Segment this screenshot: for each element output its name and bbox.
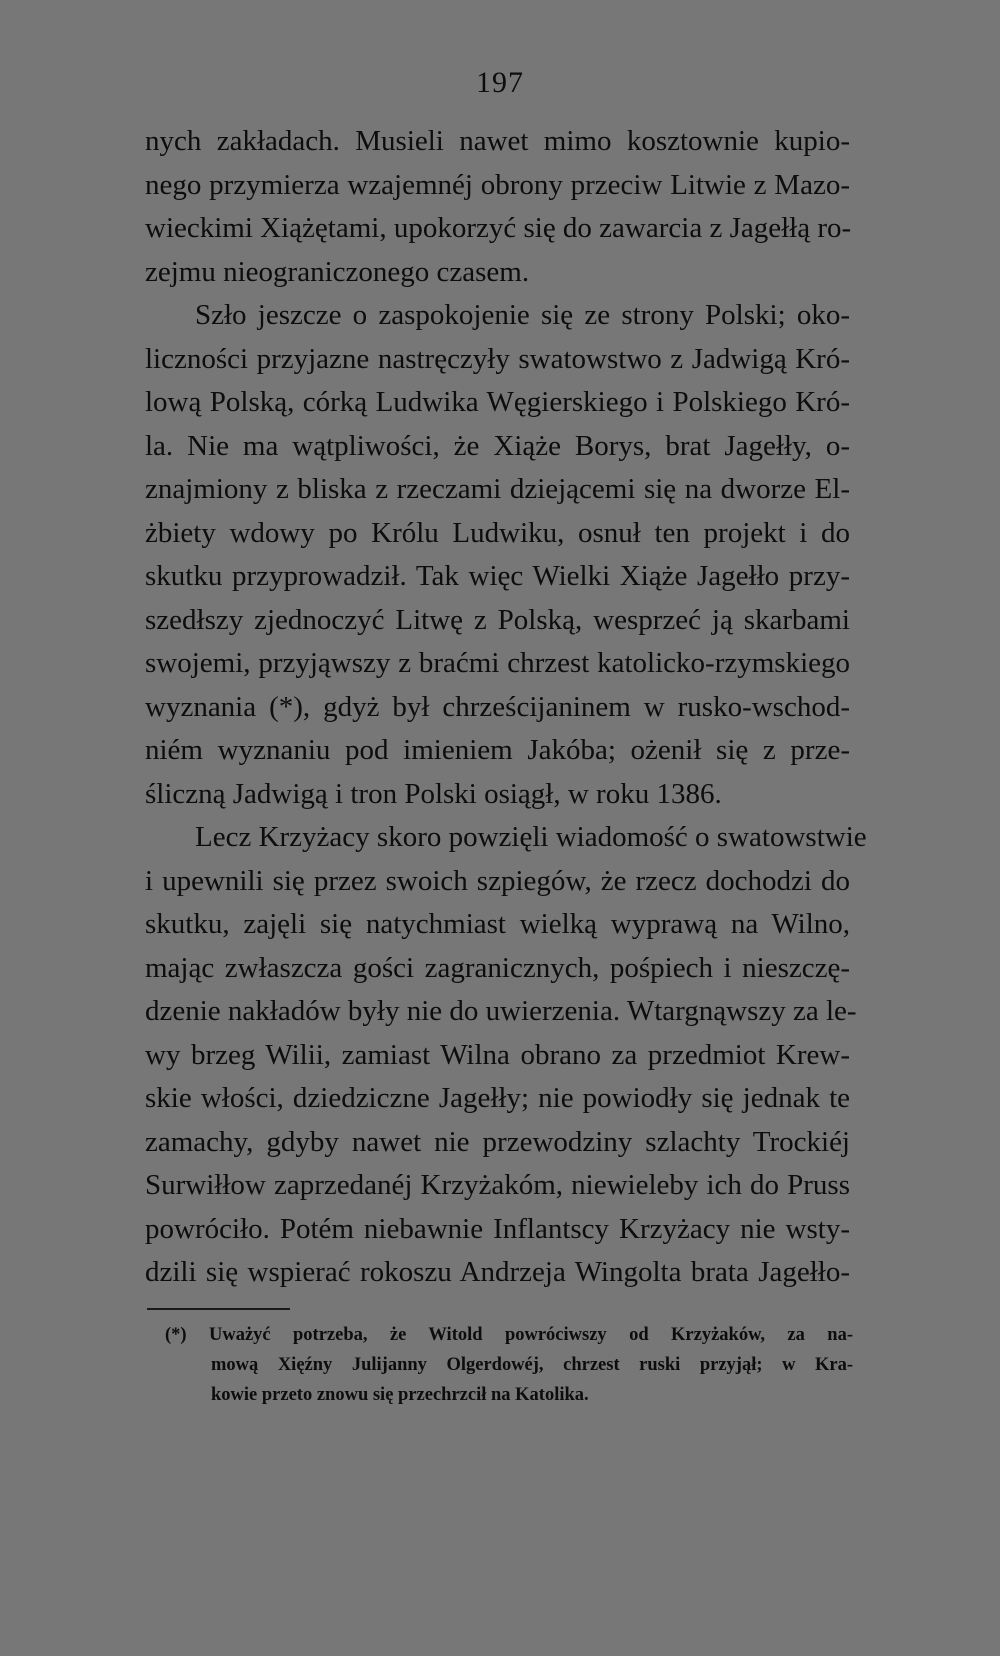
text-line: Surwiłłow zaprzedanéj Krzyżakóm, niewieleby ich do Pruss	[145, 1169, 850, 1201]
text-line: niém wyznaniu pod imieniem Jakóba; ożenił się z prze-	[145, 734, 850, 766]
text-line: lową Polską, córką Ludwika Węgierskiego i Polskiego Kró-	[145, 386, 850, 418]
text-line: swojemi, przyjąwszy z braćmi chrzest katolicko-rzymskiego	[145, 647, 850, 679]
page-number: 197	[476, 66, 524, 99]
text-line: mając zwłaszcza gości zagranicznych, pośpiech i nieszczę-	[145, 951, 850, 984]
text-line: dzenie nakładów były nie do uwierzenia. Wtargnąwszy za le-	[145, 995, 857, 1027]
text-line: żbiety wdowy po Królu Ludwiku, osnuł ten projekt i do	[145, 516, 850, 549]
text-line: i upewnili się przez swoich szpiegów, że rzecz dochodzi do	[145, 864, 850, 897]
text-line: nych zakładach. Musieli nawet mimo kosztownie kupio-	[145, 125, 850, 157]
footnote-divider	[147, 1308, 290, 1310]
footnote-line: kowie przeto znowu się przechrzcił na Katolika.	[211, 1385, 589, 1405]
text-line: dzili się wspierać rokoszu Andrzeja Wingolta brata Jagełło-	[145, 1256, 850, 1288]
text-line: wieckimi Xiążętami, upokorzyć się do zawarcia z Jagełłą ro-	[145, 212, 852, 244]
text-line: wy brzeg Wilii, zamiast Wilna obrano za przedmiot Krew-	[145, 1038, 850, 1071]
text-line: zejmu nieograniczonego czasem.	[145, 255, 530, 288]
text-line: la. Nie ma wątpliwości, że Xiąże Borys, brat Jagełły, o-	[145, 429, 850, 462]
text-line: skie włości, dziedziczne Jagełły; nie powiodły się jednak te	[145, 1082, 850, 1114]
text-line: śliczną Jadwigą i tron Polski osiągł, w roku 1386.	[145, 777, 722, 810]
footnote-line: (*) Uważyć potrzeba, że Witold powróciwszy od Krzyżaków, za na-	[165, 1325, 853, 1345]
text-line: znajmiony z bliska z rzeczami dziejącemi się na dworze El-	[145, 473, 850, 505]
text-line: nego przymierza wzajemnéj obrony przeciw Litwie z Mazo-	[145, 168, 850, 201]
main-text	[145, 120, 867, 1295]
text-line: powróciło. Potém niebawnie Inflantscy Krzyżacy nie wsty-	[145, 1212, 850, 1245]
text-line: skutku, zajęli się natychmiast wielką wyprawą na Wilno,	[145, 908, 850, 940]
text-line: szedłszy zjednoczyć Litwę z Polską, wesprzeć ją skarbami	[145, 603, 850, 636]
text-line: Szło jeszcze o zaspokojenie się ze strony Polski; oko-	[195, 299, 850, 331]
text-line: wyznania (*), gdyż był chrześcijaninem w rusko-wschod-	[145, 690, 850, 723]
footnote-line: mową Xięźny Julijanny Olgerdowéj, chrzest ruski przyjął; w Kra-	[211, 1355, 853, 1375]
text-line: skutku przyprowadził. Tak więc Wielki Xiąże Jagełło przy-	[145, 560, 850, 592]
text-line: liczności przyjazne nastręczyły swatowstwo z Jadwigą Kró-	[145, 342, 850, 375]
footnote	[165, 1320, 853, 1410]
text-line: Lecz Krzyżacy skoro powzięli wiadomość o swatowstwie	[195, 821, 867, 853]
text-line: zamachy, gdyby nawet nie przewodziny szlachty Trockiéj	[145, 1125, 850, 1158]
